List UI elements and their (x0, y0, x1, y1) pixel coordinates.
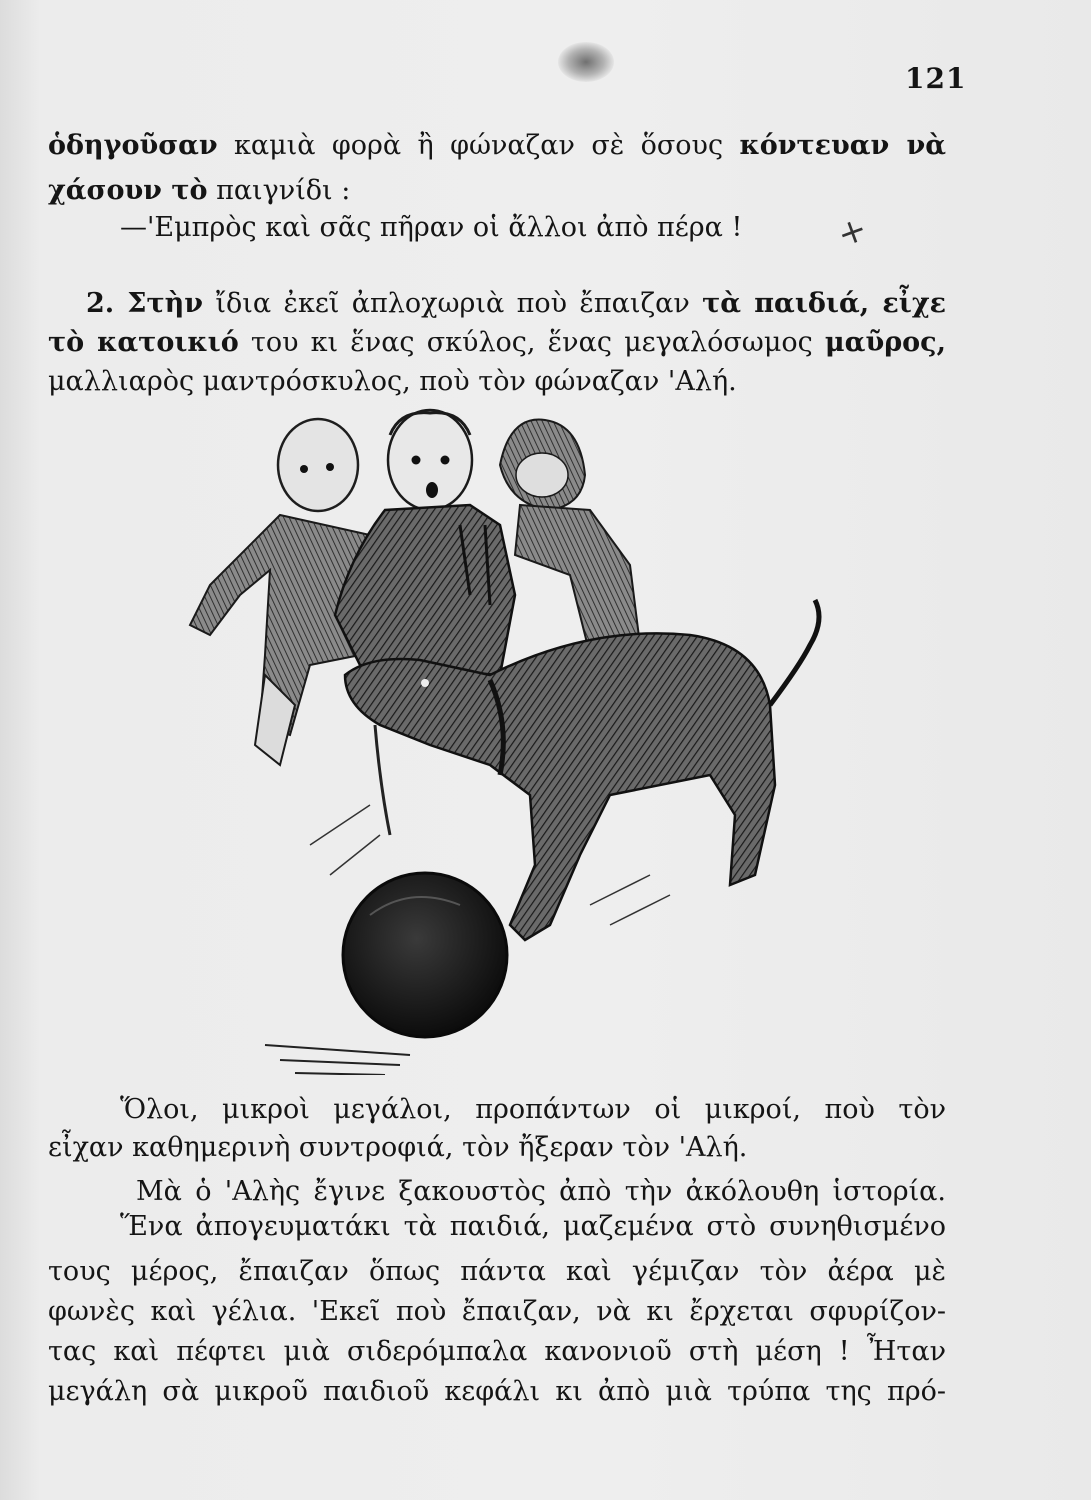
text-line-10: Ἕνα ἀπογευματάκι τὰ παιδιά, μαζεμένα στὸ συνηθισμένο (120, 1211, 946, 1242)
text-span: του κι ἕνας σκύλος, ἕνας μεγαλόσωμος (238, 327, 825, 358)
page-number: 121 (905, 62, 967, 95)
text-span: παιγνίδι : (207, 175, 351, 206)
text-span: ἴδια ἐκεῖ ἀπλοχωριὰ ποὺ ἔπαιζαν (203, 288, 703, 319)
ink-stain (558, 42, 614, 82)
illustration-children-dog-ball (170, 405, 850, 1075)
child-right (500, 420, 640, 655)
text-line-6: μαλλιαρὸς μαντρόσκυλος, ποὺ τὸν φώναζαν 'Αλή. (48, 366, 737, 397)
bold-word: χάσουν τὸ (48, 175, 208, 206)
pen-mark: + (832, 208, 873, 256)
bold-word: 2. Στὴν (86, 288, 204, 319)
bold-word: τὸ κατοικιό (48, 327, 239, 358)
bold-word: κόντευαν νὰ (739, 130, 946, 161)
text-line-11: τους μέρος, ἔπαιζαν ὅπως πάντα καὶ γέμιζαν τὸν ἀέρα μὲ (48, 1256, 946, 1287)
text-line-7: Ὅλοι, μικροὶ μεγάλοι, προπάντων οἱ μικροί, ποὺ τὸν (120, 1094, 946, 1125)
text-line-5 (48, 326, 946, 360)
child-center (335, 410, 515, 675)
text-line-13: τας καὶ πέφτει μιὰ σιδερόμπαλα κανονιοῦ στὴ μέση ! Ἦταν (48, 1336, 946, 1367)
bold-word: μαῦρος, (824, 327, 946, 358)
text-line-8: εἶχαν καθημερινὴ συντροφιά, τὸν ἤξεραν τὸν 'Αλή. (48, 1132, 748, 1163)
dialogue-line: —'Εμπρὸς καὶ σᾶς πῆραν οἱ ἄλλοι ἀπὸ πέρα ! (120, 212, 743, 243)
text-line-9: Μὰ ὁ 'Αλὴς ἔγινε ξακουστὸς ἀπὸ τὴν ἀκόλουθη ἱστορία. (136, 1176, 946, 1207)
bold-word: ὁδηγοῦσαν (48, 130, 218, 161)
text-span: καμιὰ φορὰ ἢ φώναζαν σὲ ὅσους (217, 130, 740, 161)
text-line-1 (48, 129, 946, 163)
bold-word: τὰ παιδιά, εἶχε (702, 288, 946, 319)
text-line-12: φωνὲς καὶ γέλια. 'Εκεῖ ποὺ ἔπαιζαν, νὰ κι ἔρχεται σφυρίζον- (48, 1296, 946, 1327)
text-line-14: μεγάλη σὰ μικροῦ παιδιοῦ κεφάλι κι ἀπὸ μιὰ τρύπα της πρό- (48, 1376, 946, 1407)
cannonball (265, 873, 507, 1075)
text-line-4 (86, 287, 946, 321)
text-line-2 (48, 174, 350, 208)
